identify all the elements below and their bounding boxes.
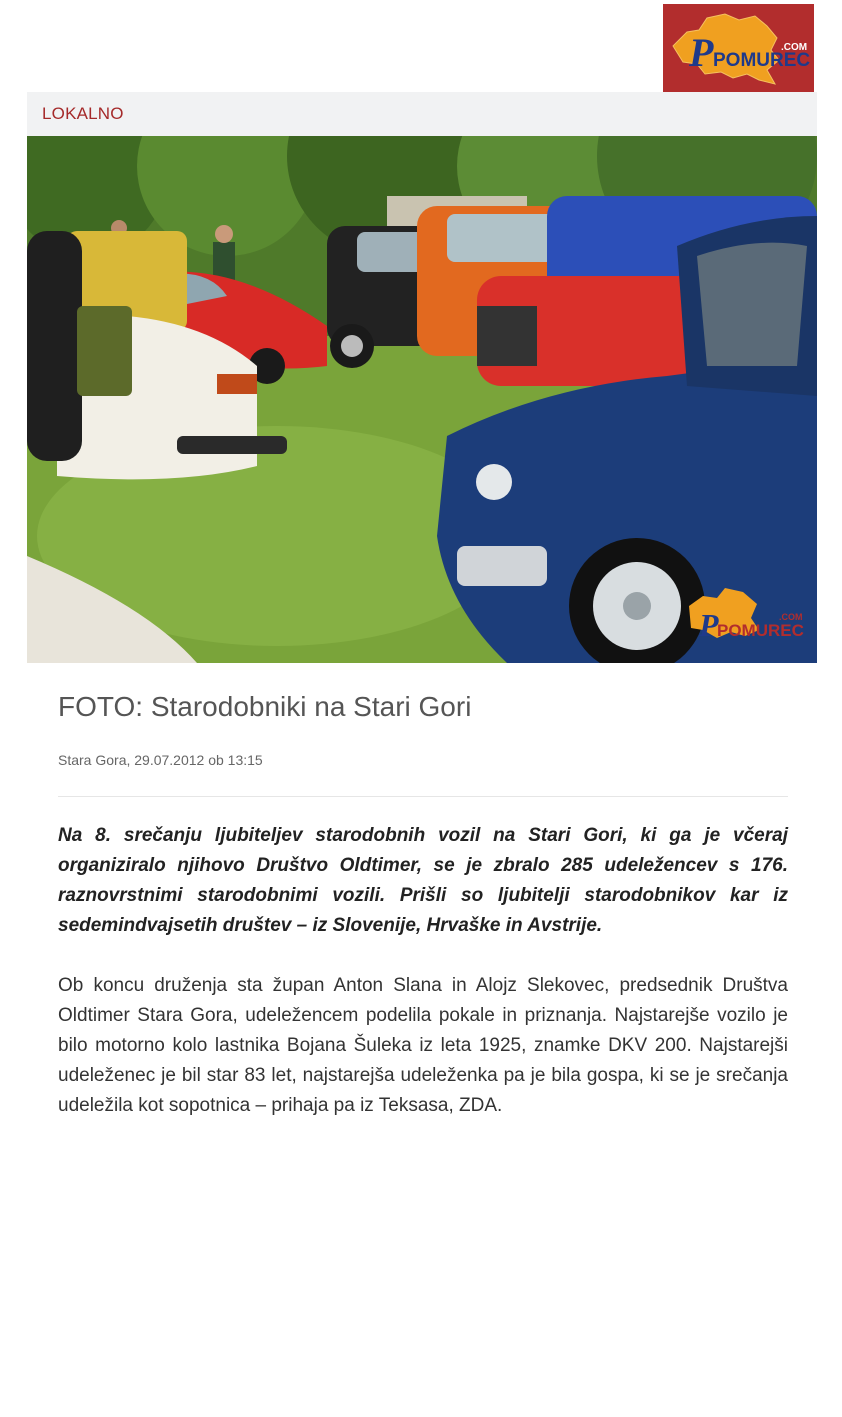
site-logo[interactable] bbox=[663, 4, 814, 92]
logo-suffix: .COM bbox=[781, 42, 808, 53]
svg-text:POMUREC: POMUREC bbox=[717, 621, 804, 640]
divider bbox=[58, 796, 788, 797]
svg-text:P: P bbox=[689, 30, 714, 75]
article bbox=[58, 690, 788, 1121]
category-link[interactable]: LOKALNO bbox=[42, 104, 124, 123]
article-title: FOTO: Starodobniki na Stari Gori bbox=[58, 691, 472, 722]
svg-text:P: P bbox=[699, 607, 719, 643]
category-bar bbox=[27, 92, 817, 136]
svg-text:.COM: .COM bbox=[779, 612, 803, 622]
article-meta: Stara Gora, 29.07.2012 ob 13:15 bbox=[58, 751, 263, 768]
hero-image[interactable] bbox=[27, 136, 817, 663]
article-body: Ob koncu druženja sta župan Anton Slana in Alojz Slekovec, predsednik Društva Oldtimer Stara Gora, udeležencem podelila pokale in priznanja. Najstarejše vozilo je bilo motorno kolo lastnika Bojana Šuleka iz leta 1925, znamke DKV 200. Najstarejši udeleženec je bil star 83 let, najstarejša udeleženka pa je bila gospa, ki se je srečanja udeležila kot sopotnica – prihaja pa iz Teksasa, ZDA. bbox=[58, 974, 788, 1116]
article-lead: Na 8. srečanju ljubiteljev starodobnih vozil na Stari Gori, ki ga je včeraj organiziralo njihovo Društvo Oldtimer, se je zbralo 285 udeležencev s 176. raznovrstnimi starodobnimi vozili. Prišli so ljubitelji starodobnikov kar iz sedemindvajsetih društev – iz Slovenije, Hrvaške in Avstrije. bbox=[58, 824, 788, 936]
logo-text: POMUREC bbox=[713, 50, 811, 71]
